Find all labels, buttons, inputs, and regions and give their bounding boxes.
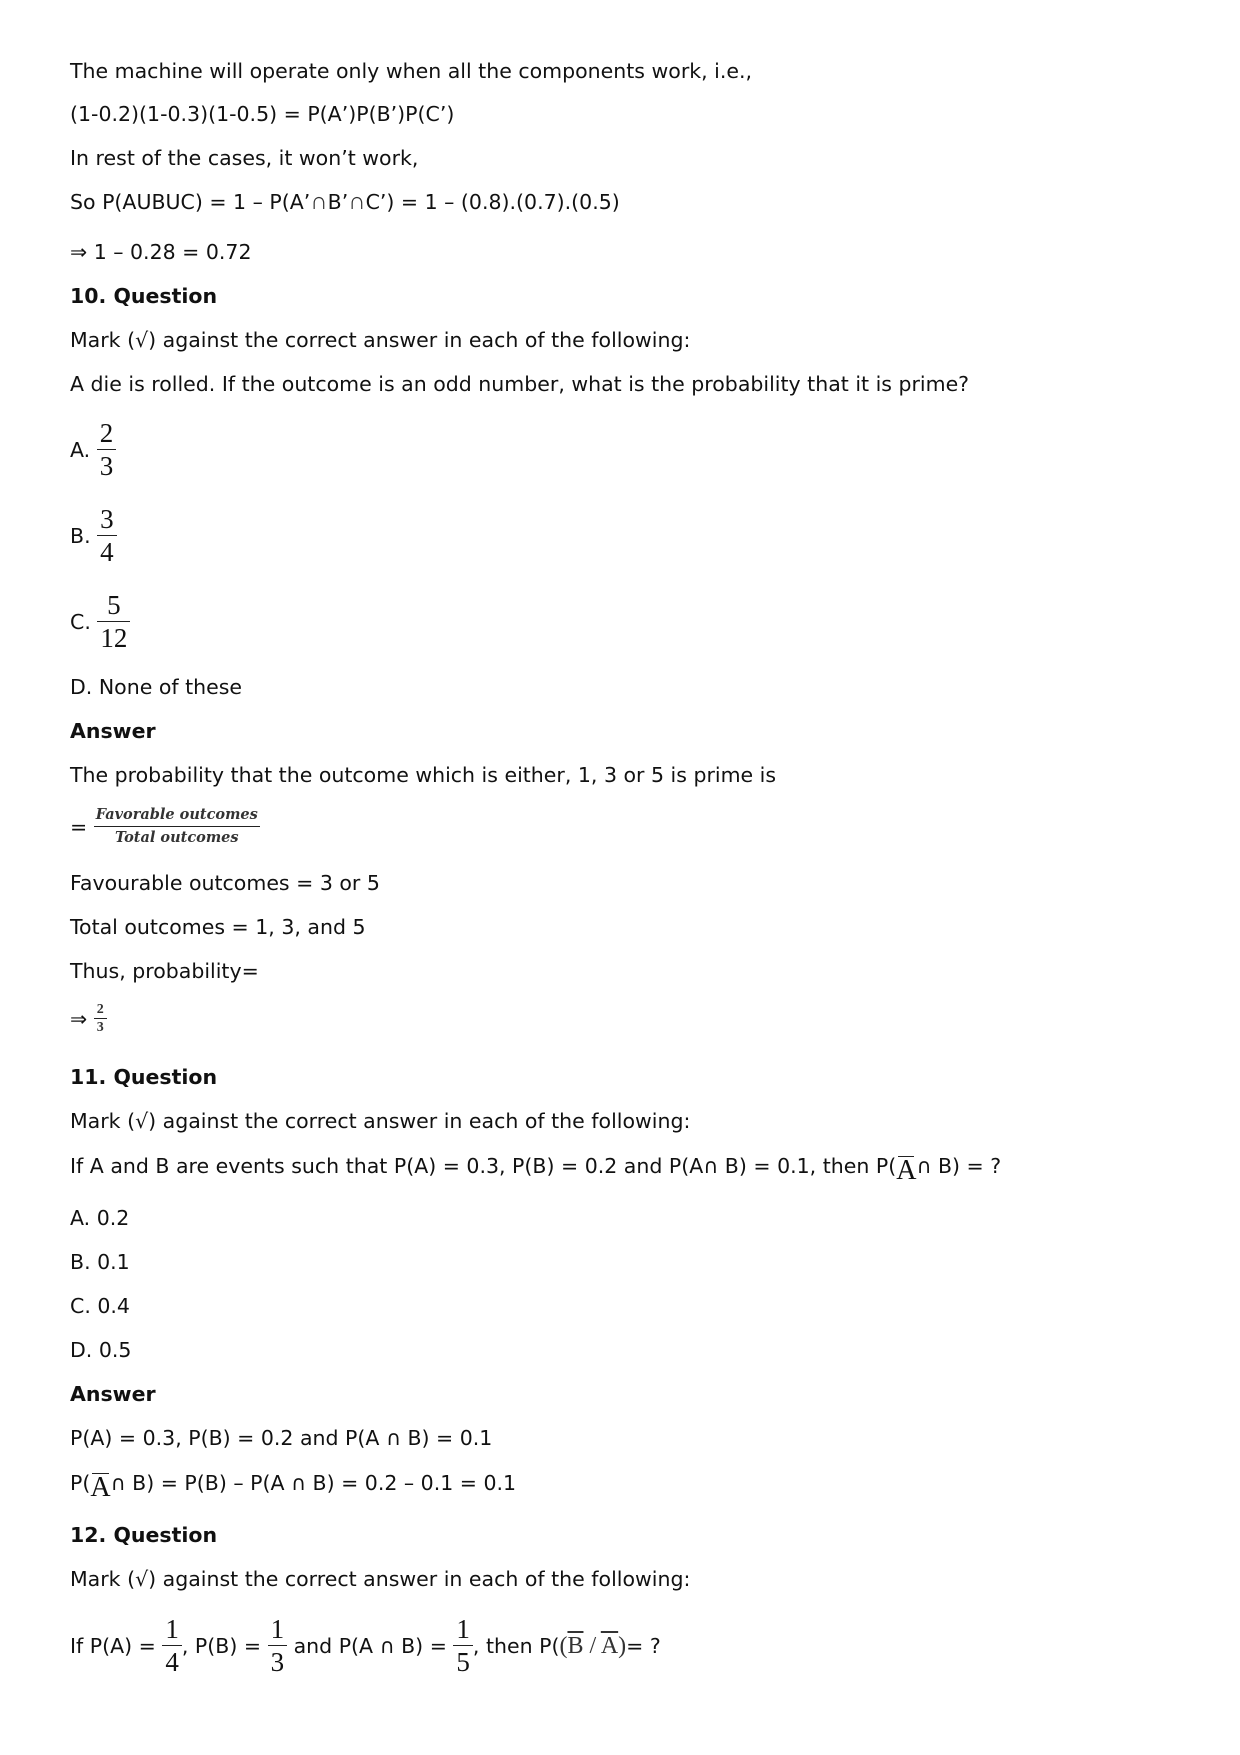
q10-answer-line-1: The probability that the outcome which is either, 1, 3 or 5 is prime is (70, 763, 777, 787)
q12-conditional-expr (559, 1632, 626, 1660)
fraction-denominator: 3 (96, 1020, 104, 1035)
implies-arrow: ⇒ (70, 1006, 88, 1031)
q10-option-d: D. None of these (70, 675, 243, 699)
fraction-numerator: 1 (165, 1614, 179, 1644)
q9-line4-mid: B’ (327, 190, 349, 214)
q9-text-line-3: In rest of the cases, it won’t work, (70, 146, 419, 170)
q9-text-line-1: The machine will operate only when all the components work, i.e., (70, 59, 753, 83)
q10-option-a (70, 418, 116, 481)
q11-option-c: C. 0.4 (70, 1294, 130, 1318)
fraction-numerator: 2 (99, 418, 114, 448)
q9-line4-pre: So P(AUBUC) = 1 – P(A’ (70, 190, 311, 214)
result-fraction (94, 1002, 107, 1035)
q10-option-c (70, 590, 130, 653)
fraction-denominator: 3 (270, 1647, 285, 1677)
fraction-bar (453, 1645, 473, 1646)
option-fraction (97, 504, 117, 567)
q10-prompt: A die is rolled. If the outcome is an odd number, what is the probability that it is prime? (70, 372, 970, 396)
q10-answer-heading: Answer (70, 719, 156, 743)
slash: / (583, 1632, 601, 1659)
q12-then-label: , then P( (472, 1633, 560, 1658)
q12-prompt (70, 1614, 661, 1677)
q12-fraction-pab (453, 1614, 473, 1677)
q11-answer-line-2 (70, 1469, 516, 1502)
q12-pa-label: If P(A) = (70, 1633, 156, 1658)
q11-ans2-pre: P( (70, 1471, 91, 1495)
fraction-numerator: 1 (270, 1614, 285, 1644)
fraction-numerator: 3 (100, 504, 114, 534)
q10-heading: 10. Question (70, 284, 218, 308)
q11-answer-line-1: P(A) = 0.3, P(B) = 0.2 and P(A ∩ B) = 0.1 (70, 1426, 493, 1450)
paren-open: ( (559, 1632, 568, 1659)
q11-instruction: Mark (√) against the correct answer in each of the following: (70, 1109, 691, 1133)
a-complement: $\overline{A}$ (600, 1632, 619, 1659)
option-label: C. (70, 609, 91, 634)
q9-line4-post: C’) = 1 – (0.8).(0.7).(0.5) (365, 190, 620, 214)
q10-option-b (70, 504, 117, 567)
option-label: A. (70, 437, 91, 462)
q9-text-line-2: (1-0.2)(1-0.3)(1-0.5) = P(A’)P(B’)P(C’) (70, 102, 455, 126)
q12-instruction: Mark (√) against the correct answer in each of the following: (70, 1567, 691, 1591)
q12-heading: 12. Question (70, 1523, 218, 1547)
a-complement: A (90, 1472, 111, 1503)
q11-prompt (70, 1152, 1001, 1185)
intersection-symbol: ∩ (310, 189, 328, 215)
intersection-symbol: ∩ (348, 189, 366, 215)
fraction-numerator: 5 (107, 590, 121, 620)
option-fraction (97, 590, 130, 653)
option-fraction (97, 418, 117, 481)
fraction-denominator: 12 (100, 623, 128, 653)
option-label: B. (70, 523, 91, 548)
fraction-denominator: 4 (100, 537, 114, 567)
q10-answer-formula (70, 805, 260, 848)
fraction-bar (97, 621, 130, 622)
b-complement: $\overline{B}$ (567, 1632, 584, 1659)
fraction-numerator: 2 (96, 1002, 104, 1017)
fraction-bar (97, 449, 117, 450)
q11-option-b: B. 0.1 (70, 1250, 130, 1274)
a-complement: A (896, 1155, 917, 1186)
q11-option-a: A. 0.2 (70, 1206, 130, 1230)
probability-formula-fraction (94, 805, 260, 848)
q11-answer-heading: Answer (70, 1382, 156, 1406)
q11-heading: 11. Question (70, 1065, 218, 1089)
q11-prompt-pre: If A and B are events such that P(A) = 0.3, P(B) = 0.2 and P(A∩ B) = 0.1, then P( (70, 1154, 897, 1178)
q12-pab-label: and P(A ∩ B) = (293, 1633, 447, 1658)
q11-prompt-post: ∩ B) = ? (916, 1154, 1002, 1178)
q10-answer-result (70, 1002, 107, 1035)
q12-pb-label: , P(B) = (181, 1633, 262, 1658)
fraction-bar (94, 826, 260, 827)
fraction-numerator: Favorable outcomes (95, 806, 258, 823)
q11-option-d: D. 0.5 (70, 1338, 132, 1362)
q12-fraction-pb (268, 1614, 288, 1677)
q10-instruction: Mark (√) against the correct answer in each of the following: (70, 328, 691, 352)
equals-sign: = (70, 814, 88, 839)
fraction-bar (97, 535, 117, 536)
q12-fraction-pa (162, 1614, 182, 1677)
q10-answer-line-4: Thus, probability= (70, 959, 259, 983)
fraction-numerator: 1 (456, 1614, 470, 1644)
q9-text-line-4 (70, 188, 620, 216)
fraction-bar (94, 1018, 107, 1019)
q12-tail: = ? (626, 1633, 661, 1658)
paren-close: ) (618, 1632, 627, 1659)
q9-text-line-5: ⇒ 1 – 0.28 = 0.72 (70, 240, 252, 264)
fraction-denominator: 5 (456, 1647, 470, 1677)
fraction-bar (162, 1645, 182, 1646)
q10-answer-line-2: Favourable outcomes = 3 or 5 (70, 871, 380, 895)
fraction-denominator: Total outcomes (114, 829, 239, 846)
q11-ans2-post: ∩ B) = P(B) – P(A ∩ B) = 0.2 – 0.1 = 0.1 (110, 1471, 517, 1495)
fraction-denominator: 3 (99, 451, 114, 481)
fraction-bar (268, 1645, 288, 1646)
fraction-denominator: 4 (165, 1647, 179, 1677)
q10-answer-line-3: Total outcomes = 1, 3, and 5 (70, 915, 366, 939)
